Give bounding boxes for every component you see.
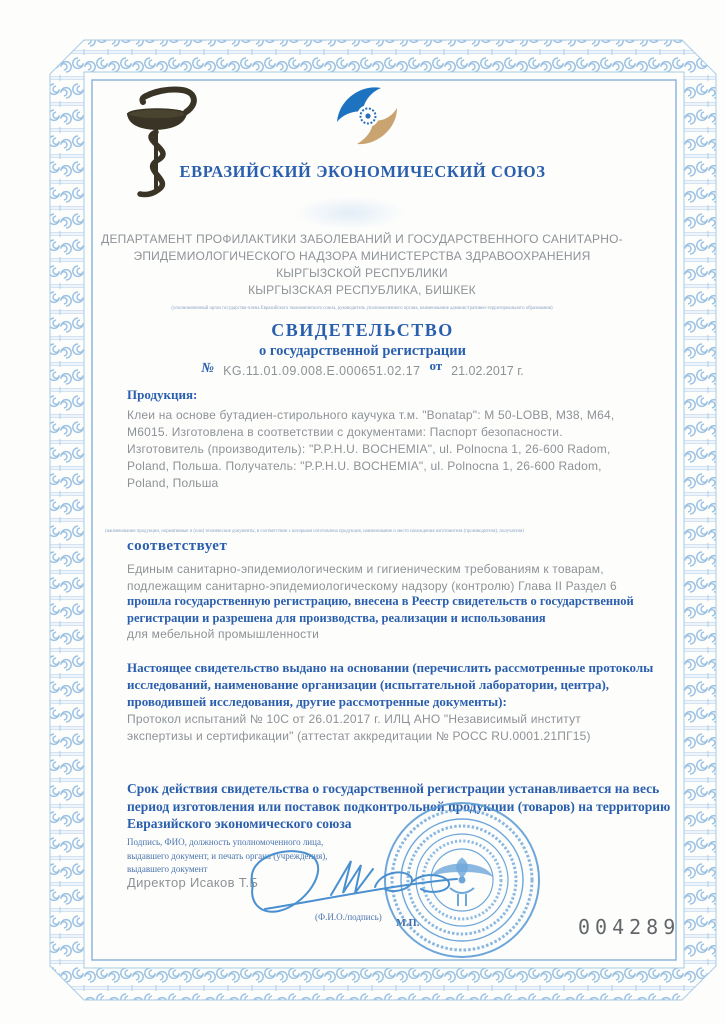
fio-signature-caption: (Ф.И.О./подпись) (315, 912, 382, 922)
usage-scope: для мебельной промышленности (127, 627, 319, 641)
department-name: ДЕПАРТАМЕНТ ПРОФИЛАКТИКИ ЗАБОЛЕВАНИЙ И ГОСУДАРСТВЕННОГО САНИТАРНО-ЭПИДЕМИОЛОГИЧЕСКОГО НАДЗОРА МИНИСТЕРСТВА ЗДРАВООХРАНЕНИЯ КЫРГЫЗСКОЙ РЕСПУБЛИКИ (101, 232, 623, 281)
scan-smudge (295, 196, 405, 230)
certificate-number-row (0, 358, 725, 380)
requirements-text: Единым санитарно-эпидемиологическим и гигиеническим требованиям к товарам, подлежащим санитарно-эпидемиологическому надзору (контролю) Глава II Раздел 6 (127, 562, 617, 594)
conformity-verb: соответствует (127, 538, 228, 554)
product-label: Продукция: (127, 387, 198, 402)
signatory-name: Директор Исаков Т.Б (127, 875, 259, 890)
number-sign: № (201, 361, 215, 376)
seal-place-abbr: М.П. (396, 918, 420, 929)
certificate-date: 21.02.2017 г. (451, 364, 524, 378)
issuing-department (92, 231, 632, 299)
signature-caption-line: выдавшего документ, и печать органа (учреждения), (127, 850, 328, 861)
basis-details: Протокол испытаний № 10С от 26.01.2017 г. ИЛЦ АНО "Независимый институт экспертизы и сертификации" (аттестат аккредитации № РОСС RU.0001.21ПГ15) (127, 712, 591, 744)
registration-statement: прошла государственную регистрацию, внесена в Реестр свидетельств о государственной регистрации и разрешена для производства, реализации и использования (127, 594, 634, 625)
date-label: от (429, 358, 443, 373)
product-caption: (наименование продукции, нормативные и (или) технические документы, в соответствии с которыми изготовлена продукция, наименование и место нахождения изготовителя (производителя), получателя) (105, 529, 524, 534)
certificate-subtitle: о государственной регистрации (259, 343, 466, 359)
product-description: Клеи на основе бутадиен-стирольного каучука т.м. "Bonatap": M 50-LOBB, M38, M64, M6015. Изготовлена в соответствии с документами: Паспорт безопасности. Изготовитель (производитель): "P.P.H.U. BOCHEMIA", ul. Polnocna 1, 26-600 Radom, Poland, Польша. Получатель: "P.P.H.U. BOCHEMIA", ul. Polnocna 1, 26-600 Radom, Poland, Польша (127, 408, 615, 491)
serial-number: 004289 (578, 915, 681, 939)
signature-caption-line: выдавшего документ (127, 864, 208, 874)
certificate-title: СВИДЕТЕЛЬСТВО (271, 320, 454, 340)
authority-caption: (уполномоченный орган государства-члена Евразийского экономического союза, руководитель уполномоченного органа, наименование административно-территориального образования) (171, 306, 553, 311)
eaeu-emblem-icon (325, 82, 411, 152)
union-title: ЕВРАЗИЙСКИЙ ЭКОНОМИЧЕСКИЙ СОЮЗ (179, 162, 546, 181)
signature-caption-line: Подпись, ФИО, должность уполномоченного лица, (127, 837, 324, 847)
handwritten-signature (235, 843, 460, 923)
caduceus-bowl-of-hygieia-icon (112, 84, 200, 206)
basis-statement: Настоящее свидетельство выдано на основании (перечислить рассмотренные протоколы исследований, наименование организации (испытательной лаборатории, центра), проводившей исследования, другие рассмотренные документы): (127, 660, 654, 709)
department-location: КЫРГЫЗСКАЯ РЕСПУБЛИКА, БИШКЕК (248, 283, 476, 298)
certificate-number: KG.11.01.09.008.E.000651.02.17 (223, 364, 421, 378)
validity-statement: Срок действия свидетельства о государственной регистрации устанавливается на весь период изготовления или поставок подконтрольной продукции (товаров) на территорию Евразийского экономического союза (127, 781, 671, 832)
